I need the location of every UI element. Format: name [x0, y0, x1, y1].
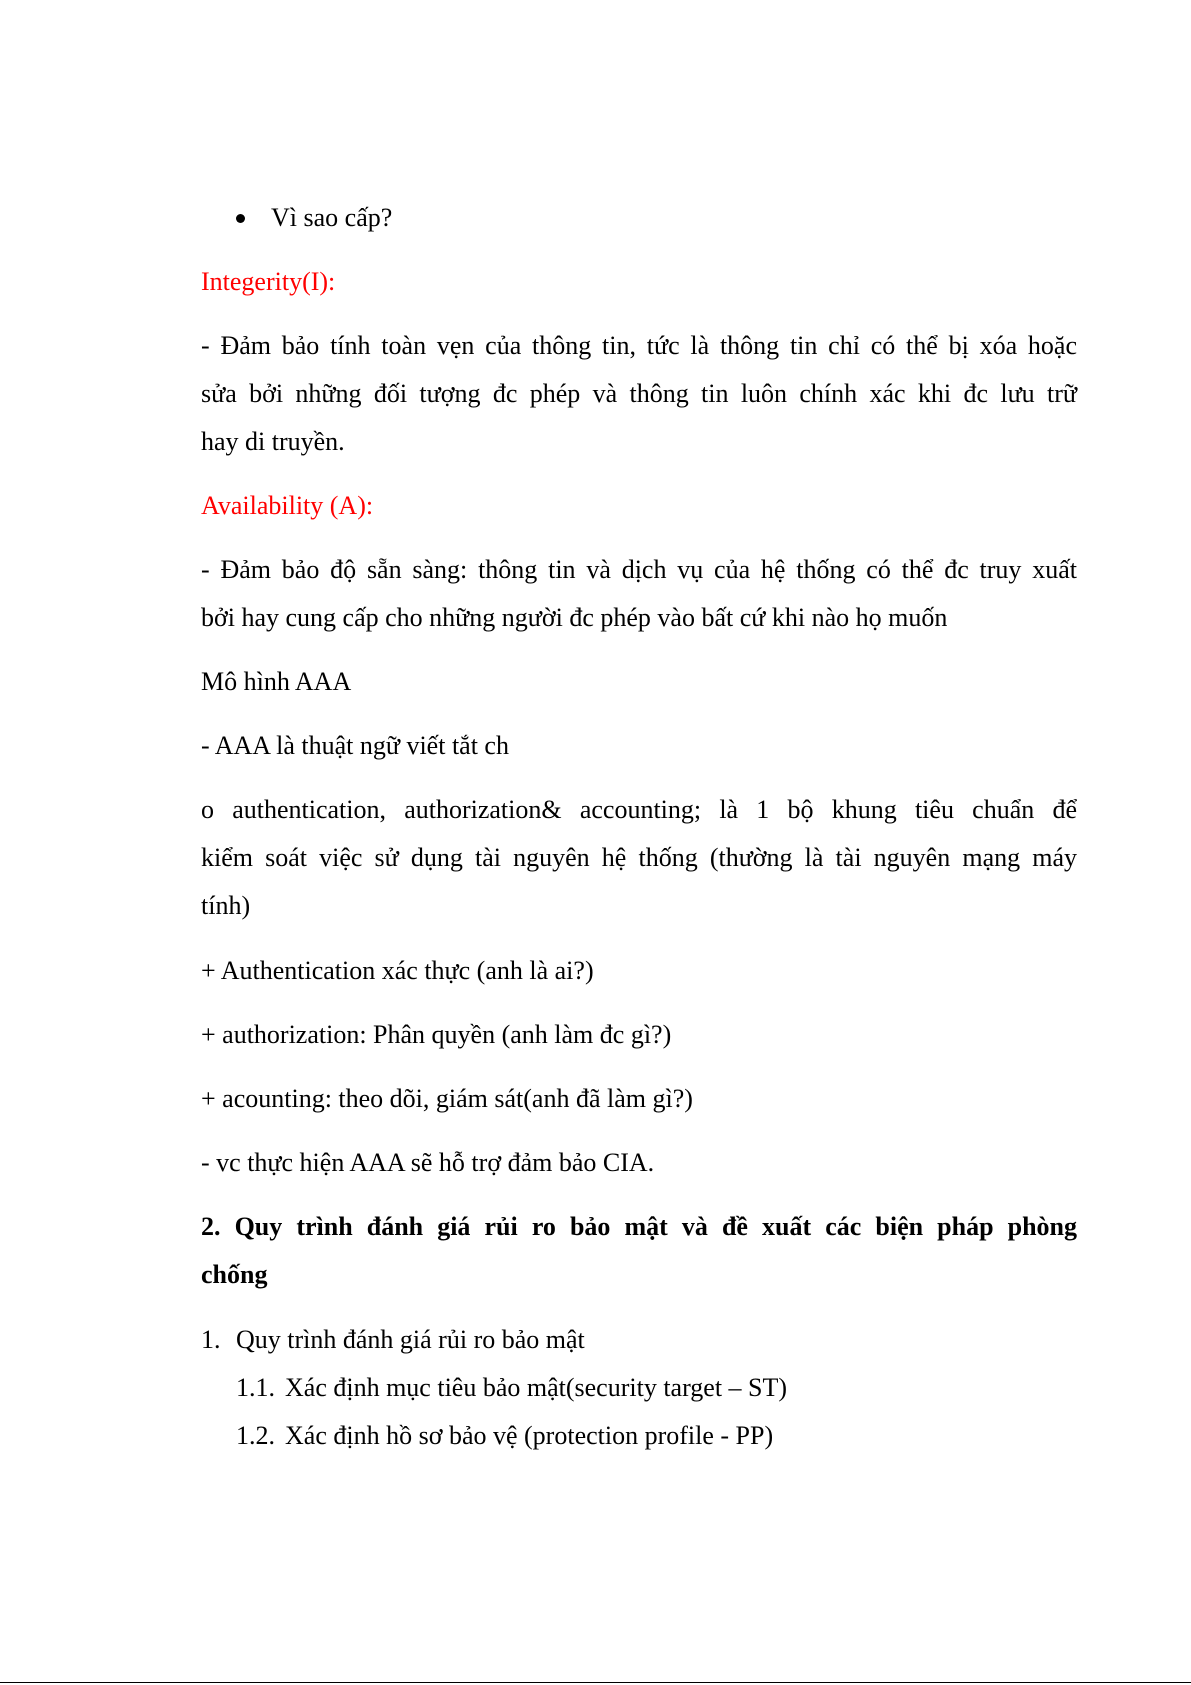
bullet-text: Vì sao cấp? — [271, 203, 393, 232]
aaa-title: Mô hình AAA — [201, 667, 352, 696]
aaa-definition-line-4: tính) — [201, 891, 251, 920]
list-item-text: Quy trình đánh giá rủi ro bảo mật — [236, 1325, 585, 1354]
list-number: 1. — [201, 1325, 221, 1354]
list-item-text: Xác định hồ sơ bảo vệ (protection profile - PP) — [285, 1421, 774, 1450]
integrity-paragraph-line-2: sửa bởi những đối tượng đc phép và thông tin luôn chính xác khi đc lưu trữ — [201, 379, 1077, 408]
aaa-item-authentication: + Authentication xác thực (anh là ai?) — [201, 956, 594, 985]
page-bottom-rule — [0, 1682, 1191, 1683]
aaa-definition-line-3: kiểm soát việc sử dụng tài nguyên hệ thống (thường là tài nguyên mạng máy — [201, 843, 1077, 872]
list-item-text: Xác định mục tiêu bảo mật(security target – ST) — [285, 1373, 788, 1402]
aaa-item-accounting: + acounting: theo dõi, giám sát(anh đã làm gì?) — [201, 1084, 693, 1113]
aaa-item-authorization: + authorization: Phân quyền (anh làm đc gì?) — [201, 1020, 672, 1049]
aaa-definition-line-1: - AAA là thuật ngữ viết tắt ch — [201, 731, 509, 760]
integrity-paragraph-line-3: hay di truyền. — [201, 427, 345, 456]
availability-heading: Availability (A): — [201, 491, 374, 520]
integrity-heading: Integerity(I): — [201, 267, 336, 296]
list-number: 1.2. — [236, 1421, 275, 1450]
integrity-paragraph-line-1: - Đảm bảo tính toàn vẹn của thông tin, tức là thông tin chỉ có thể bị xóa hoặc — [201, 331, 1077, 360]
aaa-summary: - vc thực hiện AAA sẽ hỗ trợ đảm bảo CIA. — [201, 1148, 655, 1177]
section-2-heading-line-2: chống — [201, 1260, 268, 1289]
list-number: 1.1. — [236, 1373, 275, 1402]
bullet-dot-icon — [236, 214, 245, 223]
availability-paragraph-line-2: bởi hay cung cấp cho những người đc phép vào bất cứ khi nào họ muốn — [201, 603, 948, 632]
section-2-heading-line-1: 2. Quy trình đánh giá rủi ro bảo mật và đề xuất các biện pháp phòng — [201, 1212, 1077, 1241]
aaa-definition-line-2: o authentication, authorization& accounting; là 1 bộ khung tiêu chuẩn để — [201, 795, 1077, 824]
availability-paragraph-line-1: - Đảm bảo độ sẵn sàng: thông tin và dịch vụ của hệ thống có thể đc truy xuất — [201, 555, 1077, 584]
